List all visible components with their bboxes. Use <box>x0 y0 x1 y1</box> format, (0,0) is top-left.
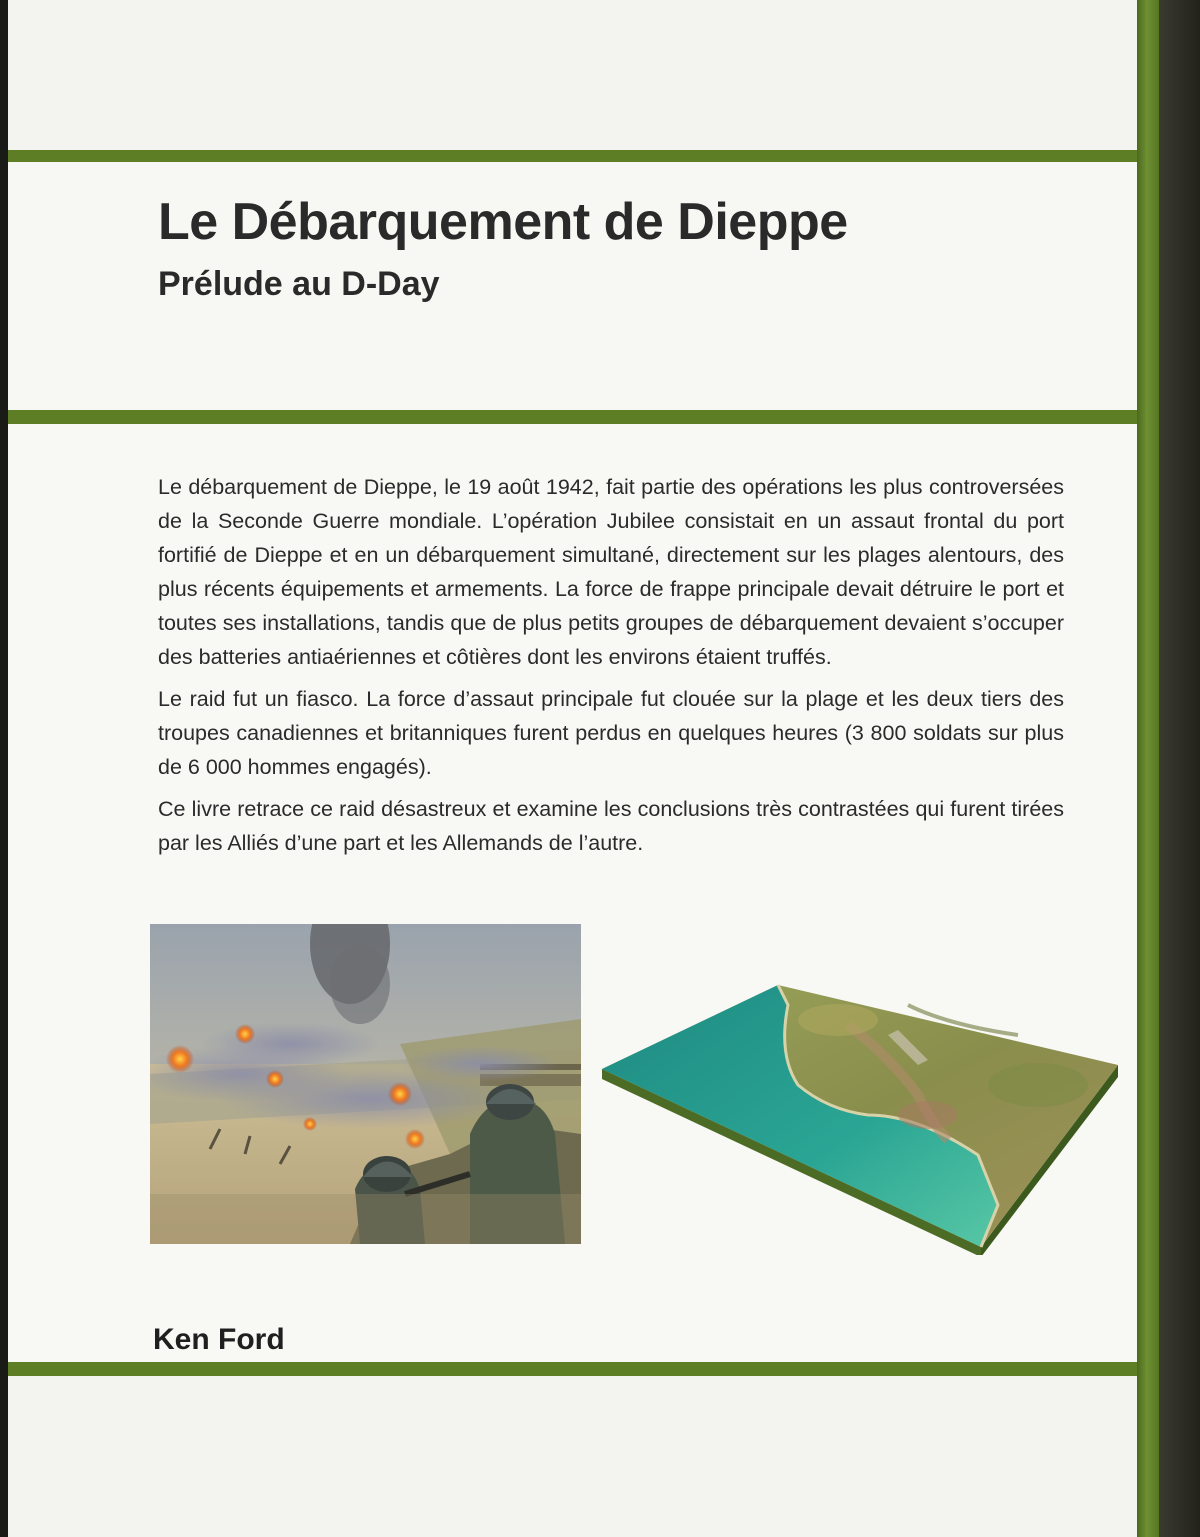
blurb-text <box>158 470 1064 868</box>
blurb-paragraph-1: Le débarquement de Dieppe, le 19 août 1942, fait partie des opérations les plus controversées de la Seconde Guerre mondiale. L’opération Jubilee consistait en un assaut frontal du port fortifié de Dieppe et en un débarquement simultané, directement sur les plages alentours, des plus récents équipements et armements. La force de frappe principale devait détruire le port et toutes ses installations, tandis que de plus petits groupes de débarquement devaient s’occuper des batteries antiaériennes et côtières dont les environs étaient truffés. <box>158 475 1064 669</box>
blurb-paragraph-3: Ce livre retrace ce raid désastreux et examine les conclusions très contrastées qui furent tirées par les Alliés d’une part et les Allemands de l’autre. <box>158 797 1064 855</box>
battle-painting-image <box>150 924 581 1244</box>
green-band-bottom <box>8 1362 1145 1376</box>
back-cover <box>8 0 1145 1537</box>
spine-edge <box>1137 0 1159 1537</box>
green-band-middle <box>8 410 1145 424</box>
book-subtitle: Prélude au D-Day <box>158 265 440 303</box>
bottom-panel <box>8 1376 1145 1537</box>
background-shadow <box>1159 0 1200 1537</box>
blurb-paragraph-2: Le raid fut un fiasco. La force d’assaut principale fut clouée sur la plage et les deux tiers des troupes canadiennes et britanniques furent perdus en quelques heures (3 800 soldats sur plus de 6 000 hommes engagés). <box>158 687 1064 779</box>
green-band-top <box>8 150 1145 162</box>
terrain-model-image <box>588 965 1128 1255</box>
top-panel <box>8 0 1145 150</box>
author-name: Ken Ford <box>153 1323 285 1356</box>
book-title: Le Débarquement de Dieppe <box>158 193 848 251</box>
